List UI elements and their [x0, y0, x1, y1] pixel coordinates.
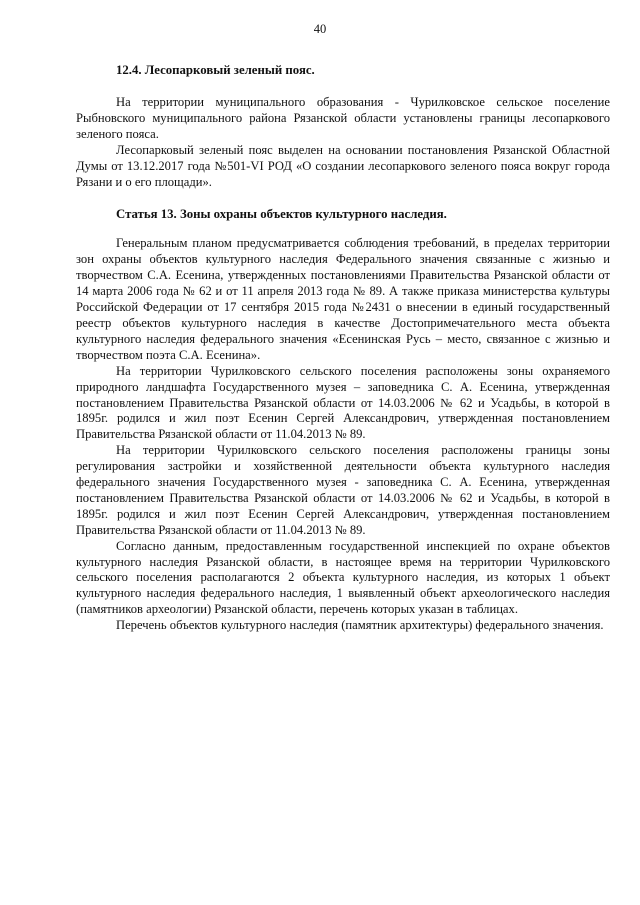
section-heading: 12.4. Лесопарковый зеленый пояс. [116, 63, 315, 77]
article-heading: Статья 13. Зоны охраны объектов культурного наследия. [116, 207, 447, 222]
section-paragraph: Лесопарковый зеленый пояс выделен на основании постановления Рязанской Областной Думы от 13.12.2017 года №501-VI РОД «О создании лесопаркового зеленого пояса вокруг города Рязани и о его площади». [76, 142, 610, 189]
page-number: 40 [313, 22, 327, 36]
document-body [76, 62, 610, 634]
article-paragraph: Перечень объектов культурного наследия (памятник архитектуры) федерального значения. [116, 618, 604, 633]
article-paragraph: На территории Чурилковского сельского поселения расположены границы зоны регулирования застройки и хозяйственной деятельности объекта культурного наследия федерального значения Государственного музея - заповедника С. А. Есенина, утвержденная постановлением Правительства Рязанской области от 14.03.2006 № 62 и Усадьбы, в которой в 1895г. родился и жил поэт Есенин Сергей Александрович, утвержденная постановлением Правительства Рязанской области от 11.04.2013 № 89. [76, 443, 610, 537]
section-paragraph: На территории муниципального образования - Чурилковское сельское поселение Рыбновского муниципального района Рязанской области установлены границы лесопаркового зеленого пояса. [76, 95, 610, 141]
article-paragraph: На территории Чурилковского сельского поселения расположены зоны охраняемого природного ландшафта Государственного музея – заповедника С. А. Есенина, утвержденная постановлением Правительства Рязанской области от 14.03.2006 № 62 и Усадьбы, в которой в 1895г. родился и жил поэт Есенин Сергей Александрович, утвержденная постановлением Правительства Рязанской области от 11.04.2013 № 89. [76, 363, 610, 442]
article-paragraph: Согласно данным, предоставленным государственной инспекцией по охране объектов культурного наследия Рязанской области, в настоящее время на территории Чурилковского сельского поселения располагаются 2 объекта культурного наследия, из которых 1 объект культурного наследия федерального наследия, 1 выявленный объект археологического наследия (памятников археологии) Рязанской области, перечень которых указан в таблицах. [76, 538, 610, 617]
article-paragraph: Генеральным планом предусматривается соблюдения требований, в пределах территории зон охраны объектов культурного наследия Федерального значения связанные с жизнью и творчеством С.А. Есенина, утвержденных постановлениями Правительства Рязанской области от 14 марта 2006 года № 62 и от 11 апреля 2013 года № 89. А также приказа министерства культуры Российской Федерации от 17 сентября 2015 года №2431 о внесении в единый государственный реестр объектов культурного наследия в качестве Достопримечательного места объекта культурного наследия федерального значения «Есенинская Русь – место, связанное с жизнью и творчеством поэта С.А. Есенина». [76, 236, 610, 362]
